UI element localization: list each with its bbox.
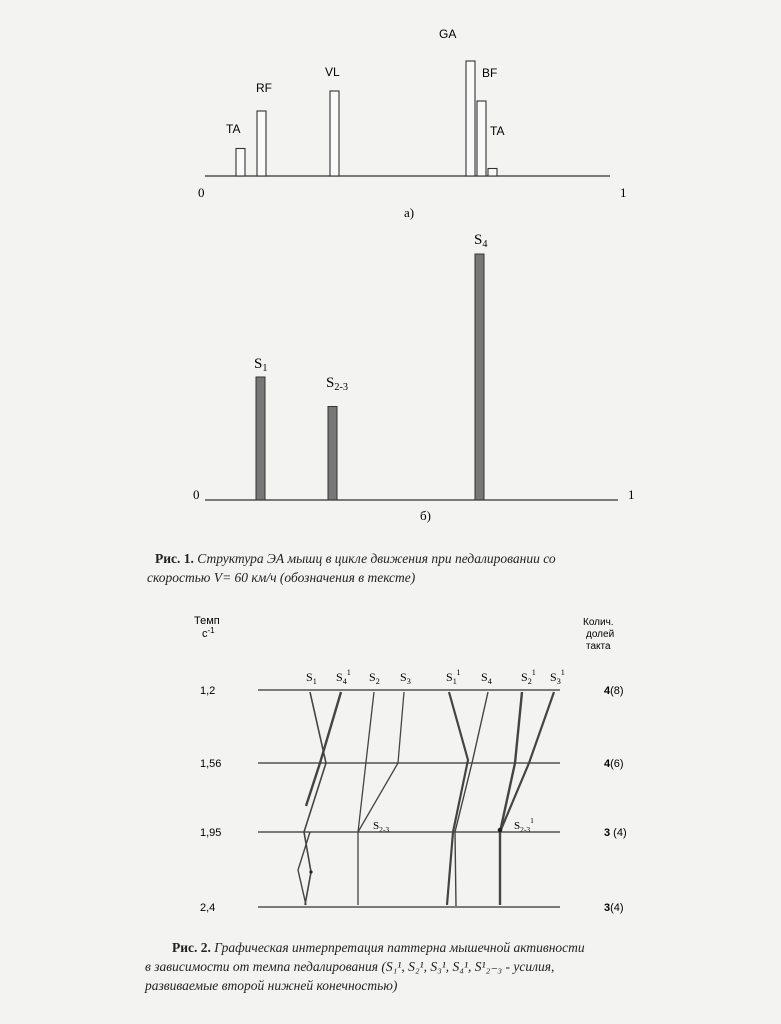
top-label-7-sub: 3 [556,677,561,686]
bar-s-2-3 [328,407,337,500]
bar-ta-0 [236,149,245,177]
merge-label-0-sub: 2-3 [379,825,390,834]
figure-1-caption-line1 [147,549,707,568]
tempo-unit [202,626,215,640]
top-label-6 [521,668,536,686]
bar-rf-1 [257,111,266,176]
beats-header-3: такта [586,641,611,652]
beats-value-2 [604,827,627,839]
top-label-6-sup: 1 [531,668,536,677]
figure-2-caption-line2: в зависимости от темпа педалирования (S₁¹, S₂¹, S₃¹, S₄¹, S¹₂₋₃ - усилия, [145,959,555,974]
bar-label-2: VL [325,65,340,79]
top-label-5-base: S [481,670,488,684]
beats-rest-1: (6) [610,758,624,770]
top-label-0-base: S [306,670,313,684]
emg-bar-chart-b [193,232,635,523]
tempo-unit-base: с [202,628,208,640]
pattern-diagram [194,615,627,914]
merge-label-1-base: S [514,820,521,832]
axis-start-b: 0 [193,487,200,502]
top-label-5-sub: 4 [487,677,492,686]
figure-2-caption-prefix: Рис. 2. [172,940,211,955]
top-label-7 [550,668,565,686]
merge-label-0 [373,820,389,834]
cross-point [309,870,312,873]
bar-label-1: RF [256,81,272,95]
top-label-0-sub: 1 [312,677,317,686]
bar-ga-3 [466,61,475,176]
figure-1-caption-text1: Структура ЭА мышц в цикле движения при педалировании со [193,551,556,566]
top-label-6-base: S [521,670,528,684]
figure-1-caption-line2: скоростью V= 60 км/ч (обозначения в тексте) [147,570,416,585]
top-label-4-sup: 1 [456,668,461,677]
bar-s-4 [475,254,484,500]
bar-label-0: TA [226,122,241,136]
bar-s-1 [256,377,265,500]
tempo-unit-sup: -1 [207,626,215,635]
bar-bf-4 [477,101,486,176]
bar-vl-2 [330,91,339,176]
top-label-4 [446,668,461,686]
top-label-1-sub: 4 [342,677,347,686]
axis-start-a: 0 [198,185,205,200]
beats-header-2: долей [586,629,615,640]
figure-2-caption-line1 [145,938,745,957]
top-label-7-base: S [550,670,557,684]
tempo-header: Темп [194,615,220,627]
top-label-0 [306,670,317,686]
figure-1-caption [147,549,707,587]
top-label-1 [336,668,351,686]
axis-end-a: 1 [620,185,627,200]
top-label-5 [481,670,492,686]
merge-label-1 [514,816,534,834]
top-label-6-sub: 2 [527,677,532,686]
bar-label-s1-base: S [254,356,263,372]
figure-2-caption-line3: развиваемые второй нижней конечностью) [145,978,398,993]
bar-label-s4-base: S [474,232,483,248]
bar-label-s4-sub: 4 [482,239,488,250]
merge-point [498,828,503,833]
beats-value-0 [604,685,624,697]
top-label-3-base: S [400,670,407,684]
traj-s4-1 [306,692,341,806]
bar-label-4: BF [482,66,498,80]
top-label-3-sub: 3 [406,677,411,686]
top-label-4-base: S [446,670,453,684]
traj-s4-1-low [298,832,310,905]
traj-s3 [358,692,404,832]
bar-label-s1 [254,356,267,374]
beats-bold-1: 4 [604,758,611,770]
traj-s2-1 [500,692,522,905]
tempo-value-1: 1,56 [200,758,222,770]
bar-label-s2-3-base: S [326,375,335,391]
tempo-value-2: 1,95 [200,827,222,839]
merge-label-1-sup: 1 [530,816,534,825]
tempo-value-3: 2,4 [200,902,216,914]
emg-bar-chart-a [198,27,627,220]
beats-rest-3: (4) [610,902,624,914]
bar-label-3: GA [439,27,457,41]
figure-2-caption [145,938,745,995]
bar-label-s2-3 [326,375,348,393]
beats-bold-0: 4 [604,685,611,697]
tempo-value-0: 1,2 [200,685,216,697]
traj-s3-1 [500,692,554,832]
bar-label-5: TA [490,124,505,138]
top-label-2 [369,670,380,686]
beats-header-1: Колич. [583,617,614,628]
bar-label-s2-3-sub: 2-3 [334,382,348,393]
top-label-4-sub: 1 [452,677,457,686]
top-label-1-base: S [336,670,343,684]
beats-value-3 [604,902,624,914]
top-label-3 [400,670,411,686]
top-label-2-base: S [369,670,376,684]
figure-2-caption-text1: Графическая интерпретация паттерна мышечной активности [210,940,585,955]
top-label-7-sup: 1 [560,668,565,677]
beats-bold-2: 3 [604,827,611,839]
figure-1-caption-prefix: Рис. 1. [155,551,194,566]
top-label-2-sub: 2 [375,677,380,686]
beats-rest-2: (4) [610,827,627,839]
beats-rest-0: (8) [610,685,624,697]
sub-label-a: а) [404,205,415,220]
traj-s2 [358,692,374,905]
merge-label-1-sub: 2-3 [520,825,531,834]
sub-label-b: б) [420,508,431,523]
beats-bold-3: 3 [604,902,611,914]
bar-label-s4 [474,232,487,250]
axis-end-b: 1 [628,487,635,502]
traj-s1-1 [447,692,468,905]
merge-label-0-base: S [373,820,380,832]
bar-label-s1-sub: 1 [262,363,268,374]
bar-ta-5 [488,169,497,177]
beats-value-1 [604,758,624,770]
top-label-1-sup: 1 [346,668,351,677]
